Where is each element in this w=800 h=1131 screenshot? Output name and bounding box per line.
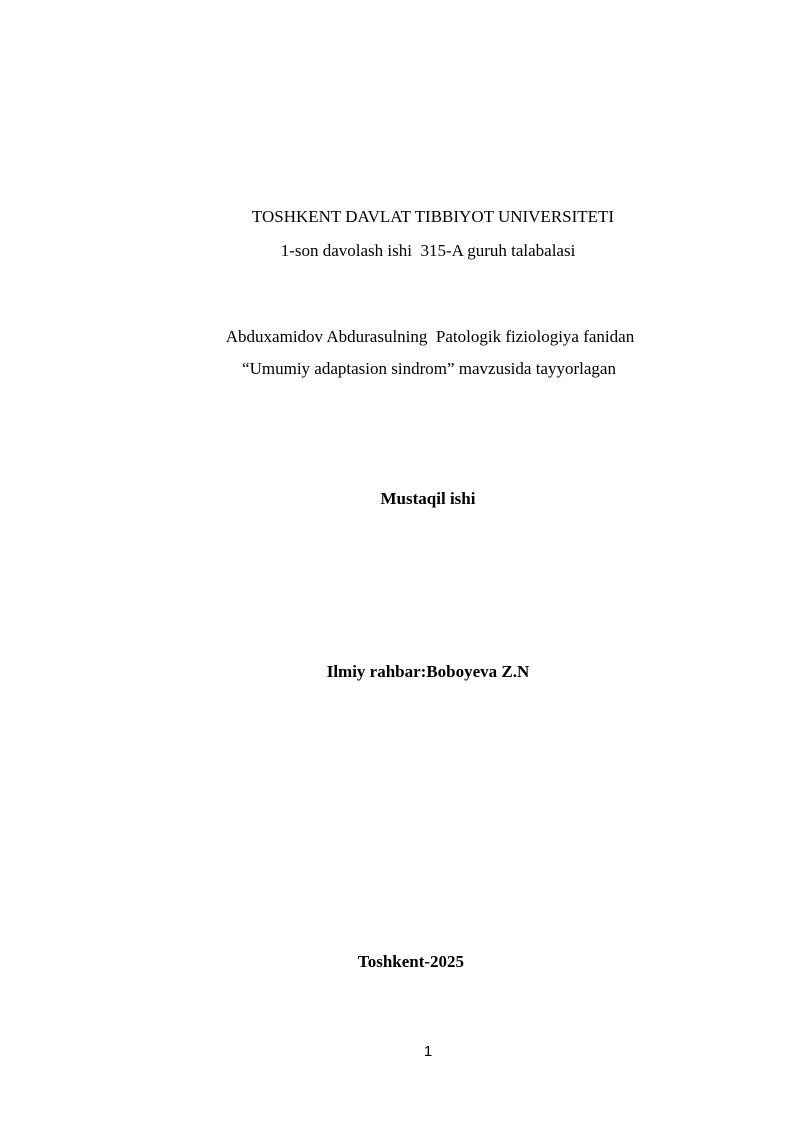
city-year: Toshkent-2025 (357, 952, 465, 971)
topic-line: “Umumiy adaptasion sindrom” mavzusida tayyorlagan (242, 359, 616, 378)
work-type-heading: Mustaqil ishi (380, 489, 476, 508)
student-line: Abduxamidov Abdurasulning Patologik fiziologiya fanidan (225, 327, 635, 346)
advisor-line: Ilmiy rahbar:Boboyeva Z.N (326, 662, 530, 681)
university-name: TOSHKENT DAVLAT TIBBIYOT UNIVERSITETI (251, 207, 615, 226)
page-number: 1 (423, 1043, 433, 1060)
group-line: 1-son davolash ishi 315-A guruh talabalasi (280, 241, 576, 260)
